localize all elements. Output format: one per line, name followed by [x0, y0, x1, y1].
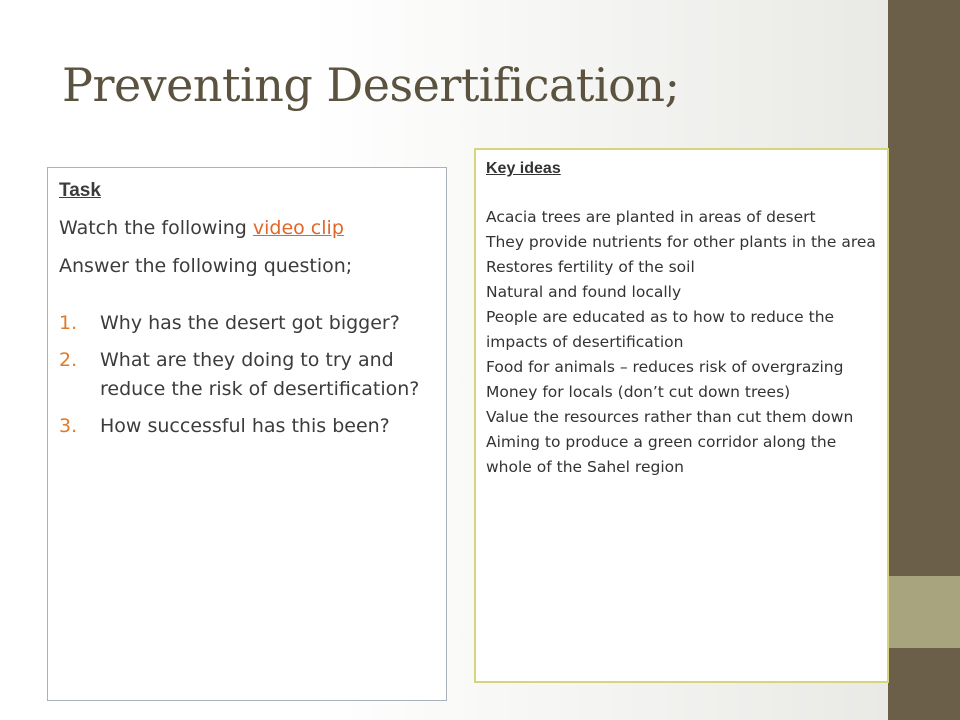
question-number: 2. [59, 349, 78, 371]
watch-prefix: Watch the following [59, 217, 253, 239]
task-panel [47, 167, 447, 701]
key-idea-line: Food for animals – reduces risk of overgrazing [486, 358, 844, 376]
question-item [59, 309, 434, 338]
question-list [59, 309, 434, 441]
answer-instruction: Answer the following question; [59, 255, 353, 277]
question-text: What are they doing to try and reduce the risk of desertification? [100, 349, 420, 400]
watch-instruction [59, 214, 434, 243]
key-ideas-panel [474, 148, 889, 683]
key-idea-line: Restores fertility of the soil [486, 258, 695, 276]
key-idea-line: They provide nutrients for other plants in the area [486, 233, 876, 251]
question-item [59, 412, 434, 441]
key-idea-line: Value the resources rather than cut them down [486, 408, 854, 426]
question-text: Why has the desert got bigger? [100, 312, 400, 334]
key-ideas-heading: Key ideas [486, 160, 561, 177]
decorative-side-accent [888, 576, 960, 648]
key-idea-line: People are educated as to how to reduce the impacts of desertification [486, 308, 835, 351]
video-clip-link[interactable]: video clip [252, 217, 344, 239]
key-idea-line: Aiming to produce a green corridor along the whole of the Sahel region [486, 433, 837, 476]
question-text: How successful has this been? [100, 415, 390, 437]
key-idea-line: Natural and found locally [486, 283, 682, 301]
question-number: 3. [59, 415, 78, 437]
key-idea-line: Money for locals (don’t cut down trees) [486, 383, 791, 401]
slide-title: Preventing Desertification; [62, 58, 680, 112]
question-number: 1. [59, 312, 78, 334]
key-idea-line: Acacia trees are planted in areas of desert [486, 208, 816, 226]
question-item [59, 346, 434, 404]
task-heading: Task [59, 180, 101, 201]
